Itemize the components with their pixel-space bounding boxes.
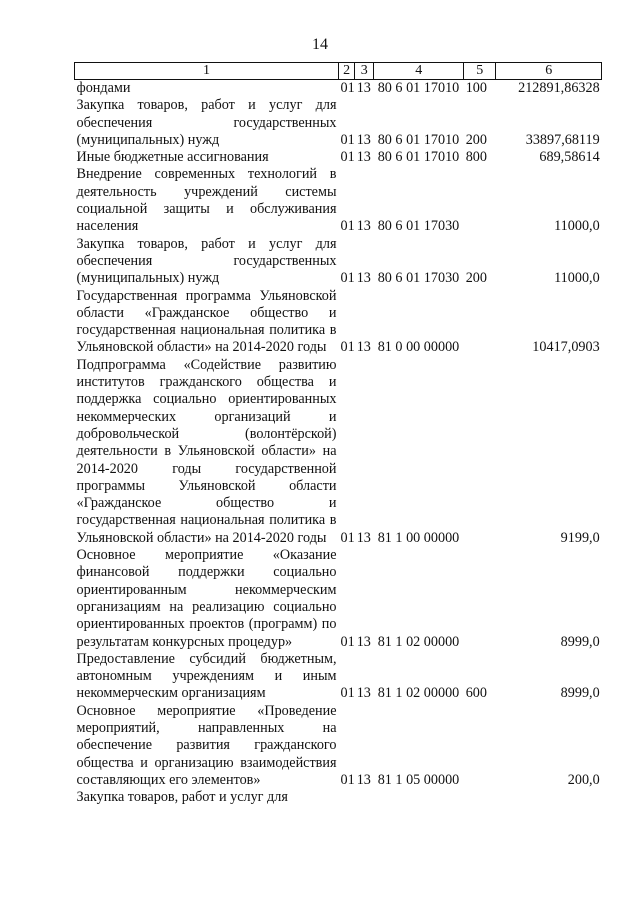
column-header-1: 1 — [75, 63, 339, 80]
row-name: Государственная программа Ульяновской области «Гражданское общество и государственная национальная политика в Ульяновской области» на 2014-2020 годы — [76, 287, 337, 356]
table-row — [75, 80, 602, 98]
row-expense-type — [464, 288, 496, 357]
row-expense-type: 600 — [465, 685, 487, 702]
row-name: Основное мероприятие «Проведение мероприятий, направленных на обеспечение развития гражданского общества и организацию взаимодействия составляющих его элементов» — [76, 702, 337, 788]
row-subsection-code — [355, 789, 374, 806]
table-row — [75, 789, 602, 806]
row-section-code — [339, 789, 355, 806]
row-target-article — [374, 789, 464, 806]
row-section-code: 01 — [340, 339, 355, 356]
table-row — [75, 703, 602, 789]
table-row — [75, 288, 602, 357]
row-section-code: 01 — [340, 131, 355, 148]
row-target-article: 81 1 05 00000 — [377, 771, 460, 788]
table-row — [75, 357, 602, 547]
row-section-code: 01 — [340, 80, 355, 96]
row-amount: 8999,0 — [560, 685, 600, 702]
row-section-code: 01 — [340, 633, 355, 650]
row-subsection-code: 13 — [356, 685, 371, 702]
row-target-article: 80 6 01 17010 — [377, 131, 460, 148]
table-row — [75, 236, 602, 288]
row-expense-type: 100 — [465, 80, 487, 96]
row-amount — [496, 789, 602, 806]
row-amount: 212891,86328 — [518, 80, 600, 96]
row-subsection-code: 13 — [356, 270, 371, 287]
column-header-2: 2 — [339, 63, 355, 80]
row-section-code: 01 — [340, 270, 355, 287]
row-subsection-code: 13 — [356, 633, 371, 650]
row-amount: 11000,0 — [554, 218, 600, 235]
row-name: фондами — [76, 80, 131, 96]
row-section-code: 01 — [340, 771, 355, 788]
column-header-4: 4 — [374, 63, 464, 80]
column-header-5: 5 — [464, 63, 496, 80]
row-expense-type — [464, 357, 496, 547]
row-subsection-code: 13 — [356, 218, 371, 235]
budget-table — [74, 62, 602, 806]
row-subsection-code: 13 — [356, 529, 371, 546]
table-row — [75, 547, 602, 651]
row-target-article: 80 6 01 17030 — [377, 218, 460, 235]
row-subsection-code: 13 — [356, 771, 371, 788]
row-name: Закупка товаров, работ и услуг для обеспечения государственных (муниципальных) нужд — [76, 97, 337, 148]
row-target-article: 80 6 01 17030 — [377, 270, 460, 287]
row-amount: 33897,68119 — [525, 131, 600, 148]
row-subsection-code: 13 — [356, 339, 371, 356]
table-row — [75, 97, 602, 149]
row-target-article: 80 6 01 17010 — [377, 149, 460, 166]
row-section-code: 01 — [340, 685, 355, 702]
row-target-article: 81 1 02 00000 — [377, 633, 460, 650]
row-name: Подпрограмма «Содействие развитию институтов гражданского общества и поддержка социально ориентированных некоммерческих организаций и добровольческой (волонтёрской) деятельности в Ульяновской области» на 2014-2020 годы государственной программы Ульяновской области «Гражданское общество и государственная национальная политика в Ульяновской области» на 2014-2020 годы — [76, 356, 337, 546]
row-expense-type — [464, 547, 496, 651]
row-target-article: 81 1 02 00000 — [377, 685, 460, 702]
row-target-article: 80 6 01 17010 — [377, 80, 460, 96]
row-subsection-code: 13 — [356, 149, 371, 166]
row-expense-type: 800 — [465, 149, 487, 166]
row-name: Предоставление субсидий бюджетным, автономным учреждениям и иным некоммерческим организациям — [76, 650, 337, 702]
row-target-article: 81 0 00 00000 — [377, 339, 460, 356]
row-expense-type: 200 — [465, 131, 487, 148]
row-name: Внедрение современных технологий в деятельность учреждений системы социальной защиты и обслуживания населения — [76, 166, 337, 235]
row-amount: 10417,0903 — [532, 339, 600, 356]
table-row — [75, 651, 602, 703]
row-expense-type — [464, 789, 496, 806]
table-body — [75, 80, 602, 807]
row-name: Закупка товаров, работ и услуг для — [76, 789, 288, 806]
row-amount: 200,0 — [567, 771, 600, 788]
row-section-code: 01 — [340, 218, 355, 235]
row-section-code: 01 — [340, 529, 355, 546]
row-amount: 8999,0 — [560, 633, 600, 650]
row-amount: 11000,0 — [554, 270, 600, 287]
row-subsection-code: 13 — [356, 80, 371, 96]
table-row — [75, 166, 602, 235]
row-target-article: 81 1 00 00000 — [377, 529, 460, 546]
page-number: 14 — [312, 36, 328, 53]
table-row — [75, 149, 602, 166]
row-expense-type — [464, 166, 496, 235]
column-header-3: 3 — [355, 63, 374, 80]
row-expense-type — [464, 703, 496, 789]
column-header-6: 6 — [496, 63, 602, 80]
row-section-code: 01 — [340, 149, 355, 166]
row-name: Основное мероприятие «Оказание финансовой поддержки социально ориентированным некоммерческим организациям на реализацию социально ориентированных проектов (программ) по результатам конкурсных процедур» — [76, 547, 337, 650]
row-subsection-code: 13 — [356, 131, 371, 148]
table-header — [75, 63, 602, 80]
row-name: Закупка товаров, работ и услуг для обеспечения государственных (муниципальных) нужд — [76, 235, 337, 287]
row-amount: 689,58614 — [539, 149, 600, 166]
row-amount: 9199,0 — [560, 529, 600, 546]
table-header-row — [75, 63, 602, 80]
row-expense-type: 200 — [465, 270, 487, 287]
row-name: Иные бюджетные ассигнования — [76, 149, 269, 166]
